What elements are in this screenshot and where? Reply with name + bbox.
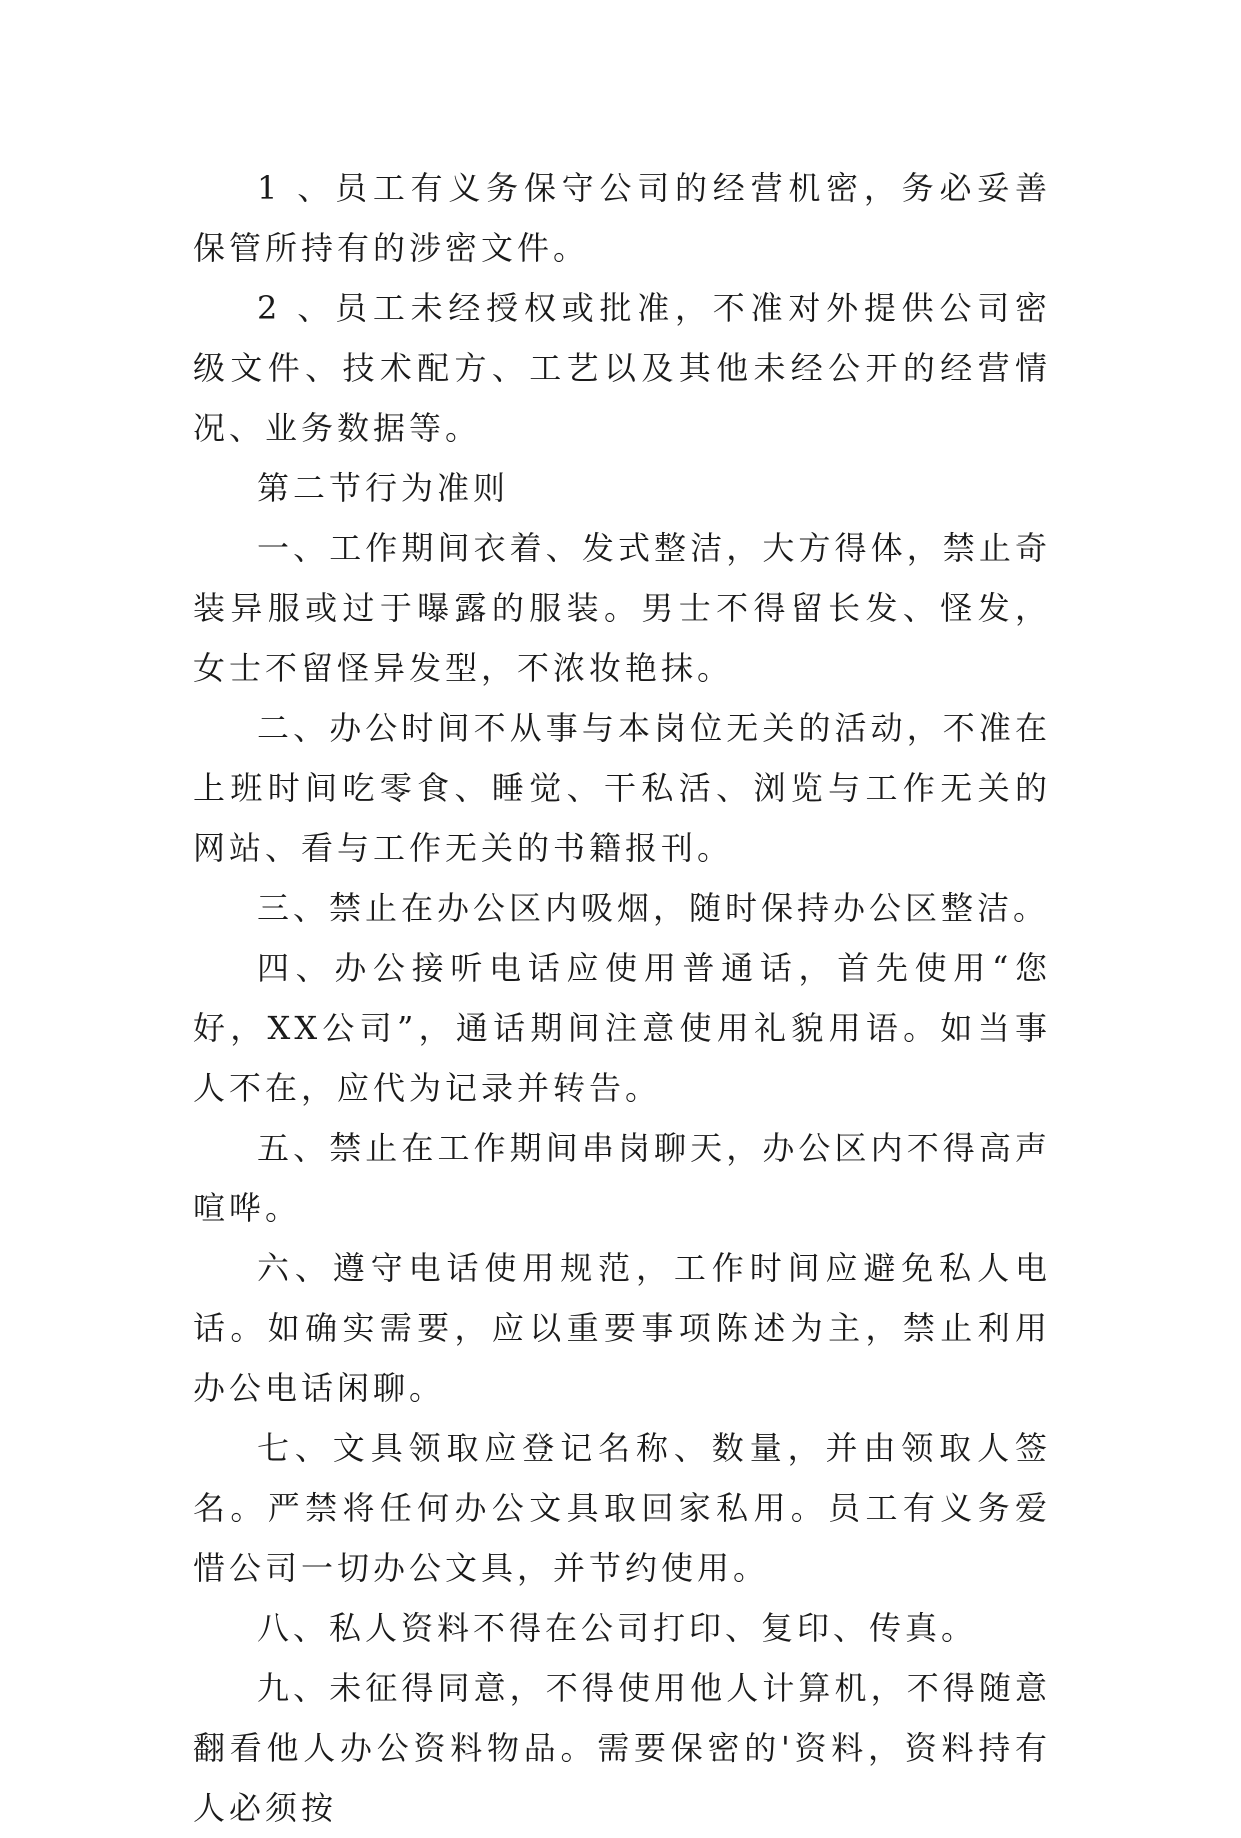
document-body bbox=[193, 158, 1051, 1838]
paragraph-rule-6: 六、遵守电话使用规范，工作时间应避免私人电话。如确实需要，应以重要事项陈述为主，禁止利用办公电话闲聊。 bbox=[193, 1249, 1051, 1407]
paragraph-rule-1: 一、工作期间衣着、发式整洁，大方得体，禁止奇装异服或过于曝露的服装。男士不得留长发、怪发，女士不留怪异发型，不浓妆艳抹。 bbox=[193, 529, 1051, 687]
paragraph-rule-3: 三、禁止在办公区内吸烟，随时保持办公区整洁。 bbox=[257, 889, 1050, 927]
paragraph-confidentiality-2: 2 、员工未经授权或批准，不准对外提供公司密级文件、技术配方、工艺以及其他未经公开的经营情况、业务数据等。 bbox=[193, 289, 1051, 447]
paragraph-rule-8: 八、私人资料不得在公司打印、复印、传真。 bbox=[257, 1609, 978, 1647]
paragraph-confidentiality-1: 1 、员工有义务保守公司的经营机密，务必妥善保管所持有的涉密文件。 bbox=[193, 169, 1051, 267]
section-heading: 第二节行为准则 bbox=[257, 469, 510, 507]
paragraph-rule-9: 九、未征得同意，不得使用他人计算机，不得随意翻看他人办公资料物品。需要保密的'资料，资料持有人必须按 bbox=[193, 1669, 1051, 1827]
paragraph-rule-4: 四、办公接听电话应使用普通话，首先使用“您好，XX公司”，通话期间注意使用礼貌用语。如当事人不在，应代为记录并转告。 bbox=[193, 949, 1051, 1107]
paragraph-rule-7: 七、文具领取应登记名称、数量，并由领取人签名。严禁将任何办公文具取回家私用。员工有义务爱惜公司一切办公文具，并节约使用。 bbox=[193, 1429, 1051, 1587]
paragraph-rule-2: 二、办公时间不从事与本岗位无关的活动，不准在上班时间吃零食、睡觉、干私活、浏览与工作无关的网站、看与工作无关的书籍报刊。 bbox=[193, 709, 1051, 867]
paragraph-rule-5: 五、禁止在工作期间串岗聊天，办公区内不得高声喧哗。 bbox=[193, 1129, 1051, 1227]
